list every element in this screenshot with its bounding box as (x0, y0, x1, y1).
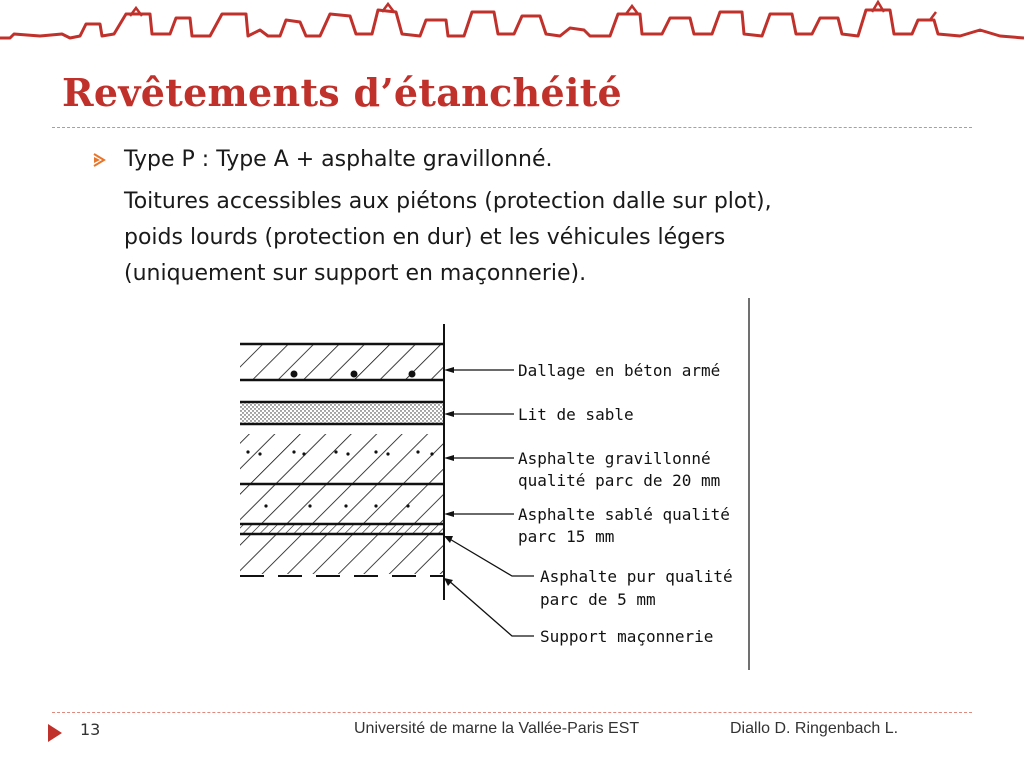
leader-arrowheads (444, 367, 454, 586)
layer-asphalte-pur (240, 524, 444, 534)
footer-institution: Université de marne la Vallée-Paris EST (354, 720, 640, 737)
paragraph-line: Toitures accessibles aux piétons (protection dalle sur plot), (124, 189, 772, 214)
label-pur-line1: Asphalte pur qualité (540, 567, 733, 586)
arrowhead-bullet-icon (92, 152, 106, 168)
label-sable-qualite-line2: parc 15 mm (518, 527, 615, 546)
paragraph-line: (uniquement sur support en maçonnerie). (124, 261, 587, 286)
title-divider (52, 127, 972, 128)
layer-dallage (240, 344, 444, 380)
roof-layers-diagram (236, 294, 756, 674)
label-gravillonne-line2: qualité parc de 20 mm (518, 471, 721, 490)
page-number: 13 (80, 720, 101, 739)
layer-asphalte-sable (240, 484, 444, 524)
description-paragraph (124, 184, 984, 292)
label-sable: Lit de sable (518, 405, 634, 424)
label-pur-line2: parc de 5 mm (540, 590, 656, 609)
footer-divider (52, 712, 972, 713)
label-gravillonne-line1: Asphalte gravillonné (518, 449, 711, 468)
layer-support (240, 534, 444, 576)
paragraph-line: poids lourds (protection en dur) et les véhicules légers (124, 225, 726, 250)
bullet-text: Type P : Type A + asphalte gravillonné. (124, 147, 553, 172)
layer-asphalte-gravillonne (240, 434, 444, 484)
label-support: Support maçonnerie (540, 627, 714, 646)
footer-authors: Diallo D. Ringenbach L. (730, 720, 899, 737)
label-sable-qualite-line1: Asphalte sablé qualité (518, 505, 730, 524)
label-dallage: Dallage en béton armé (518, 361, 721, 380)
triangle-right-icon (48, 724, 62, 742)
layer-sable (240, 402, 444, 424)
header-skyline-drawing (0, 0, 1024, 52)
slide-title: Revêtements d’étanchéité (62, 70, 623, 115)
